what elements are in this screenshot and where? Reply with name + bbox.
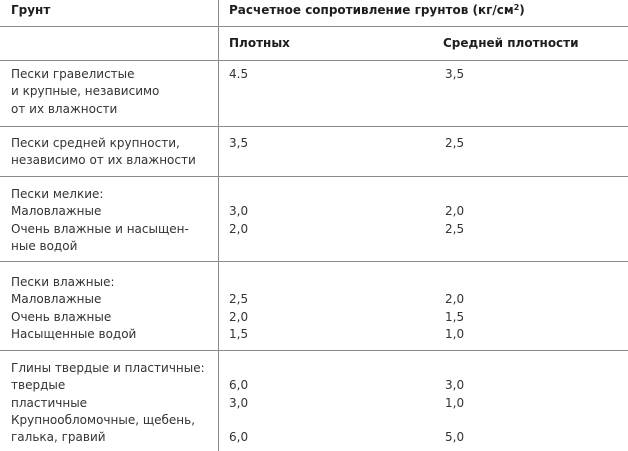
row-soil: Пески средней крупности, независимо от их влажности — [11, 136, 196, 168]
header-resistance — [229, 3, 525, 17]
row-divider — [0, 126, 628, 127]
row-medium-value: 3,5 — [445, 67, 465, 81]
row-medium-value: 2,5 — [445, 136, 465, 150]
row-divider — [0, 176, 628, 177]
header-soil: Грунт — [11, 3, 51, 17]
row-divider — [0, 350, 628, 351]
header-dense: Плотных — [229, 36, 290, 50]
row-dense-value: 2,5 2,0 1,5 — [229, 292, 249, 341]
row-divider — [0, 261, 628, 262]
row-dense-value: 3,5 — [229, 136, 249, 150]
row-dense-value: 3,0 2,0 — [229, 204, 249, 236]
header-resistance-sup: 2 — [513, 3, 520, 12]
row-soil: Глины твердые и пластичные: твердые пластичные Крупнообломочные, щебень, галька, гравий — [11, 361, 205, 445]
header-divider-top — [0, 26, 628, 27]
column-divider — [218, 0, 219, 451]
header-resistance-text: Расчетное сопротивление грунтов (кг/см — [229, 3, 514, 17]
row-soil: Пески влажные: Маловлажные Очень влажные Насыщенные водой — [11, 275, 137, 341]
header-medium: Средней плотности — [443, 36, 579, 50]
row-soil: Пески гравелистые и крупные, независимо от их влажности — [11, 67, 160, 116]
header-divider-bottom — [0, 60, 628, 61]
row-medium-value: 2,0 1,5 1,0 — [445, 292, 465, 341]
row-medium-value: 2,0 2,5 — [445, 204, 465, 236]
row-soil: Пески мелкие: Маловлажные Очень влажные и насыщен- ные водой — [11, 187, 189, 253]
row-medium-value: 3,0 1,0 5,0 — [445, 378, 465, 445]
row-dense-value: 4.5 — [229, 67, 249, 81]
row-dense-value: 6,0 3,0 6,0 — [229, 378, 249, 445]
header-resistance-close: ) — [519, 3, 525, 17]
